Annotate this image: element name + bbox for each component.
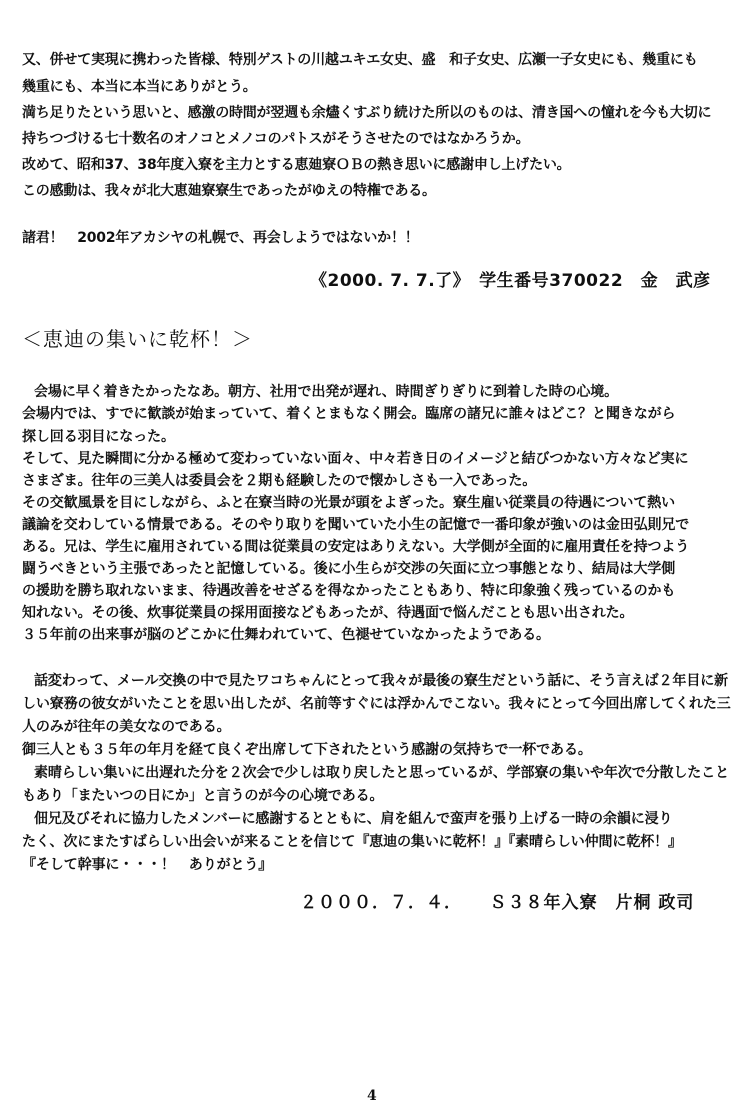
signature-katagiri: ２０００．７．４． Ｓ３８年入寮 片桐 政司 — [300, 893, 695, 913]
paragraph-line: 改めて、昭和37、38年度入寮を主力とする恵廸寮ＯＢの熱き思いに感謝申し上げたい。 — [22, 157, 571, 173]
paragraph-line: 闘うべきという主張であったと記憶している。後に小生らが交渉の矢面に立つ事態となり、結局は大学側 — [22, 561, 676, 577]
paragraph-line: の援助を勝ち取れないまま、待遇改善をせざるを得なかったこともあり、特に印象強く残っているのかも — [22, 583, 676, 599]
paragraph-line: 持ちつづける七十数名のオノコとメノコのパトスがそうさせたのではなかろうか。 — [22, 131, 530, 147]
paragraph-line: 又、併せて実現に携わった皆様、特別ゲストの川越ユキエ女史、盛 和子女史、広瀬一子女史にも、幾重にも — [22, 52, 698, 68]
paragraph-line: 素晴らしい集いに出遅れた分を２次会で少しは取り戻したと思っているが、学部寮の集いや年次で分散したこと — [34, 765, 729, 781]
paragraph-line: 佃兄及びそれに協力したメンバーに感謝するとともに、肩を組んで蛮声を張り上げる一時の余韻に浸り — [34, 811, 673, 827]
paragraph-line: そして、見た瞬間に分かる極めて変わっていない面々、中々若き日のイメージと結びつかない方々など実に — [22, 451, 689, 467]
paragraph-line: ある。兄は、学生に雇用されている間は従業員の安定はありえない。大学側が全面的に雇用責任を持つよう — [22, 539, 690, 555]
paragraph-line: この感動は、我々が北大恵廸寮寮生であったがゆえの特権である。 — [22, 183, 436, 199]
paragraph-line: 満ち足りたという思いと、感激の時間が翌週も余燼くすぶり続けた所以のものは、清き国への憧れを今も大切に — [22, 105, 712, 121]
paragraph-line: 議論を交わしている情景である。そのやり取りを聞いていた小生の記憶で一番印象が強いのは金田弘則兄で — [22, 517, 690, 533]
paragraph-line: 幾重にも、本当に本当にありがとう。 — [22, 79, 257, 95]
paragraph-line: 会場に早く着きたかったなあ。朝方、社用で出発が遅れ、時間ぎりぎりに到着した時の心境。 — [34, 384, 619, 400]
section-heading: ＜恵迪の集いに乾杯！＞ — [22, 327, 253, 351]
paragraph-line: 人のみが往年の美女なのである。 — [22, 719, 231, 735]
paragraph-line: ３５年前の出来事が脳のどこかに仕舞われていて、色褪せていなかったようである。 — [22, 627, 550, 643]
paragraph-line: さまざま。往年の三美人は委員会を２期も経験したので懐かしさも一入であった。 — [22, 473, 537, 489]
paragraph-line: 探し回る羽目になった。 — [22, 429, 175, 445]
paragraph-line: その交歓風景を目にしながら、ふと在寮当時の光景が頭をよぎった。寮生雇い従業員の待遇について熱い — [22, 495, 676, 511]
page-number: 4 — [367, 1088, 377, 1104]
paragraph-line: しい寮務の彼女がいたことを思い出したが、名前等すぐには浮かんでこない。我々にとって今回出席してくれた三 — [22, 696, 731, 712]
paragraph-line: 会場内では、すでに歓談が始まっていて、着くとまもなく開会。臨席の諸兄に誰々はどこ？と聞きながら — [22, 406, 676, 422]
paragraph-line: 話変わって、メール交換の中で見たワコちゃんにとって我々が最後の寮生だという話に、そう言えば２年目に新 — [34, 673, 729, 689]
paragraph-line: もあり「またいつの日にか」と言うのが今の心境である。 — [22, 788, 384, 804]
signature-kin: 《2000. 7. 7.了》 学生番号370022 金 武彦 — [310, 271, 711, 291]
paragraph-line: 諸君！ 2002年アカシヤの札幌で、再会しようではないか！！ — [22, 230, 419, 246]
paragraph-line: 知れない。その後、炊事従業員の採用面接などもあったが、待遇面で悩んだことも思い出された。 — [22, 605, 634, 621]
paragraph-line: たく、次にまたすばらしい出会いが来ることを信じて『恵迪の集いに乾杯！』『素晴らしい仲間に乾杯！』 — [22, 834, 682, 850]
paragraph-line: 御三人とも３５年の年月を経て良くぞ出席して下されたという感謝の気持ちで一杯である。 — [22, 742, 592, 758]
paragraph-line: 『そして幹事に・・・！ ありがとう』 — [22, 857, 273, 873]
